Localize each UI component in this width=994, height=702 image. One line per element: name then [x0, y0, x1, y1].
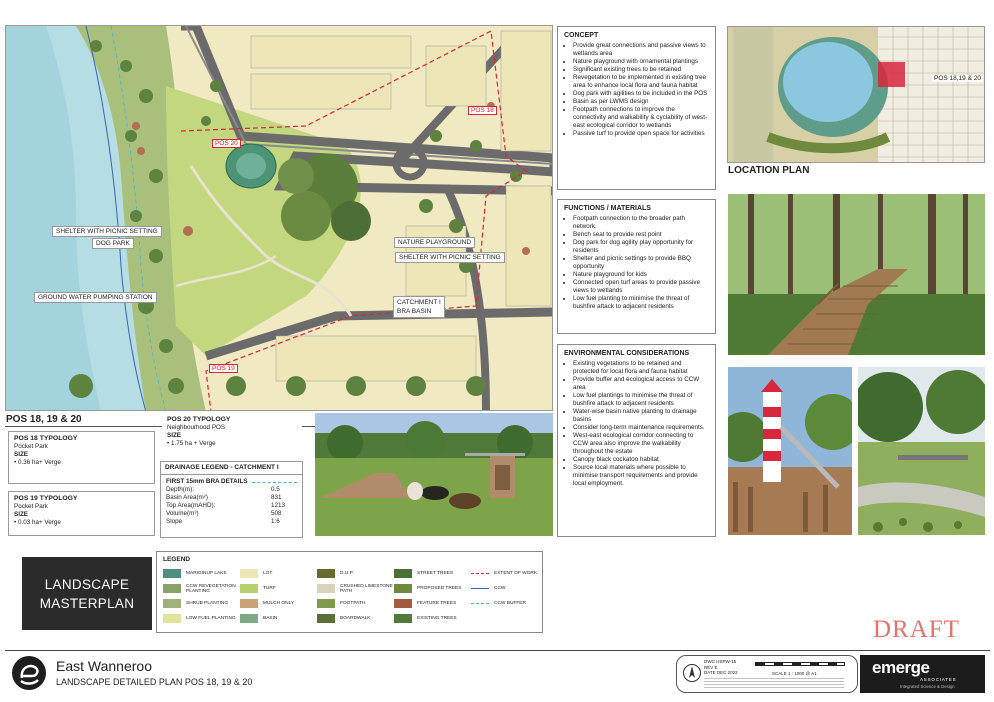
drainage-subtitle: FIRST 15mm BRA DETAILS	[166, 478, 248, 485]
garden-path-photo	[858, 367, 985, 535]
landscape-plan-area	[5, 25, 553, 411]
functions-panel	[557, 199, 716, 334]
legend-label: LOT	[263, 571, 273, 576]
functions-item: • Nature playground for kids	[573, 271, 709, 279]
boardwalk-photo	[728, 194, 985, 355]
revision: REV E	[704, 664, 718, 670]
consultant-tagline: Integrated Science & Design	[900, 684, 955, 689]
catchment-label-line1: CATCHMENT I	[397, 299, 441, 306]
legend-item	[163, 598, 240, 609]
legend-label: CCW	[494, 586, 506, 591]
concept-panel	[557, 26, 716, 190]
drainage-row-value: 1:6	[271, 518, 280, 525]
concept-item: • Significant existing trees to be retained	[573, 66, 709, 74]
pos20-label: POS 20	[212, 139, 241, 148]
legend-label: STREET TREES	[417, 571, 454, 576]
legend-swatch	[163, 569, 181, 578]
legend-item	[240, 598, 317, 609]
environmental-item: • Source local materials where possible to minimise transport requirements and provide local employment.	[573, 464, 709, 488]
pos19-size-text: 0.03 ha+ Verge	[17, 519, 61, 526]
legend-item	[394, 613, 471, 624]
legend-item	[317, 568, 394, 579]
concept-item: • Passive turf to provide open space for activities	[573, 130, 709, 138]
concept-list	[564, 42, 709, 138]
legend-item	[163, 568, 240, 579]
environmental-item: • West-east ecological corridor connecting to CCW area also improve the walkability throughout the estate	[573, 432, 709, 456]
legend-swatch	[317, 569, 335, 578]
concept-item: • Revegetation to be implemented in existing tree area to enhance local flora and fauna habitat	[573, 74, 709, 90]
environmental-list	[564, 360, 709, 488]
legend-item	[471, 568, 548, 579]
legend-item	[317, 613, 394, 624]
drainage-row	[166, 494, 297, 502]
drainage-title: DRAINAGE LEGEND - CATCHMENT I	[161, 462, 302, 475]
pos18-size-label: SIZE	[14, 451, 28, 458]
environmental-item: • Provide buffer and ecological access to CCW area	[573, 376, 709, 392]
pos20-size-label: SIZE	[167, 432, 181, 439]
legend-label: CRUSHED LIMESTONE PATH	[340, 583, 393, 594]
dog-park-photo	[315, 413, 553, 536]
masterplan-line1: LANDSCAPE	[44, 576, 130, 592]
functions-item: • Shelter and picnic settings to provide BBQ opportunity	[573, 255, 709, 271]
dog-park-label: DOG PARK	[92, 238, 134, 249]
drainage-row-value: 1213	[271, 502, 286, 509]
concept-item: • Basin as per LWMS design	[573, 98, 709, 106]
pos19-label: POS 19	[209, 364, 238, 373]
legend-item	[240, 613, 317, 624]
legend-swatch	[240, 584, 258, 593]
legend-panel	[156, 551, 543, 633]
location-marker-label: POS 18,19 & 20	[934, 75, 981, 82]
drainage-row-value: 508	[271, 510, 282, 517]
legend-item	[317, 583, 394, 594]
legend-item	[163, 613, 240, 624]
pos18-typology	[8, 431, 155, 484]
legend-swatch	[394, 569, 412, 578]
masterplan-line2: MASTERPLAN	[39, 595, 135, 611]
legend-swatch	[394, 599, 412, 608]
legend-swatch	[471, 603, 489, 604]
legend-label: LOW FUEL PLANTING	[186, 616, 236, 621]
playground-photo	[728, 367, 852, 535]
concept-item: • Footpath connections to improve the connectivity and walkability & cyclability of west-east ecological corridor to wetlands	[573, 106, 709, 130]
legend-label: EXTENT OF WORK	[494, 571, 538, 576]
scale-bar	[755, 662, 845, 666]
consultant-logo-block	[860, 655, 985, 693]
legend-swatch	[471, 573, 489, 574]
legend-title: LEGEND	[163, 556, 191, 563]
legend-grid	[163, 568, 548, 624]
legend-swatch	[394, 614, 412, 623]
legend-label: CCW BUFFER	[494, 601, 526, 606]
drainage-row-label: Basin Area(m²)	[166, 494, 208, 501]
legend-swatch	[240, 614, 258, 623]
drainage-row-label: Volume(m³)	[166, 510, 199, 517]
drainage-rows	[166, 486, 297, 526]
draft-watermark: DRAFT	[873, 616, 960, 643]
location-plan-map	[727, 26, 985, 163]
pos20-typology-type: Neighbourhood POS	[167, 424, 226, 431]
functions-item: • Dog park for dog agility play opportunity for residents	[573, 239, 709, 255]
drainage-row	[166, 518, 297, 526]
footer-subtitle: LANDSCAPE DETAILED PLAN POS 18, 19 & 20	[56, 677, 253, 687]
shelter-picnic-label-right: SHELTER WITH PICNIC SETTING	[395, 252, 505, 263]
client-logo	[12, 656, 46, 690]
legend-item	[240, 568, 317, 579]
legend-swatch	[240, 599, 258, 608]
pos19-size-value: • 0.03 ha+ Verge	[14, 519, 61, 526]
footer-title: East Wanneroo	[56, 658, 152, 674]
environmental-item: • Low fuel plantings to minimise the threat of bushfire attack to adjacent residents	[573, 392, 709, 408]
legend-label: FEATURE TREES	[417, 601, 457, 606]
legend-label: MULCH ONLY	[263, 601, 295, 606]
legend-swatch	[163, 614, 181, 623]
legend-item	[317, 598, 394, 609]
drainage-legend	[160, 461, 303, 538]
pos20-size-text: 1.75 ha + Verge	[170, 440, 216, 447]
legend-swatch	[317, 614, 335, 623]
drawing-info-block	[676, 655, 858, 693]
pos20-typology	[162, 413, 302, 460]
legend-label: BOARDWALK	[340, 616, 371, 621]
pos18-size-text: 0.36 ha+ Verge	[17, 459, 61, 466]
legend-label: PROPOSED TREES	[417, 586, 462, 591]
drainage-row-value: 831	[271, 494, 282, 501]
functions-item: • Low fuel planting to minimise the threat of bushfire attack to adjacent residents	[573, 295, 709, 311]
functions-list	[564, 215, 709, 311]
legend-item	[163, 583, 240, 594]
concept-title: CONCEPT	[564, 32, 599, 39]
environmental-item: • Existing vegetations to be retained and protected for local flora and fauna habitat	[573, 360, 709, 376]
environmental-item: • Canopy black cockatoo habitat	[573, 456, 709, 464]
functions-item: • Connected open turf areas to provide passive views to wetlands	[573, 279, 709, 295]
landscape-masterplan-block	[22, 557, 152, 630]
legend-label: CCW REVEGETATION PLANTING	[186, 583, 236, 594]
landscape-plan-drawing	[6, 26, 553, 411]
pos20-size-value: • 1.75 ha + Verge	[167, 440, 216, 447]
location-plan-title: LOCATION PLAN	[728, 165, 810, 176]
drainage-row	[166, 510, 297, 518]
functions-item: • Footpath connection to the broader path network.	[573, 215, 709, 231]
legend-swatch	[471, 588, 489, 589]
legend-swatch	[394, 584, 412, 593]
environmental-title: ENVIRONMENTAL CONSIDERATIONS	[564, 350, 690, 357]
catchment-label	[393, 296, 445, 318]
environmental-item: • Water-wise basin native planting to drainage basins	[573, 408, 709, 424]
date: DATE DEC 2022	[704, 670, 738, 676]
legend-item	[240, 583, 317, 594]
drainage-dash-swatch	[252, 482, 297, 483]
legend-label: FOOTPATH	[340, 601, 366, 606]
environmental-panel	[557, 344, 716, 537]
pos20-typology-title: POS 20 TYPOLOGY	[167, 416, 231, 423]
drainage-row-label: Depth(m):	[166, 486, 194, 493]
dwg-number: DWG HSPW-15	[704, 659, 737, 664]
footer-rule	[5, 650, 990, 651]
legend-item	[471, 598, 548, 609]
catchment-label-line2: BRA BASIN	[397, 308, 432, 315]
legend-label: D.U.P	[340, 571, 353, 576]
pos19-size-label: SIZE	[14, 511, 28, 518]
pos19-typology	[8, 491, 155, 536]
legend-swatch	[317, 599, 335, 608]
consultant-brand: emerge	[872, 658, 930, 677]
concept-item: • Dog park with agilities to be included in the POS	[573, 90, 709, 98]
shelter-picnic-label-left: SHELTER WITH PICNIC SETTING	[52, 226, 162, 237]
drainage-row	[166, 502, 297, 510]
plan-title: POS 18, 19 & 20	[6, 414, 82, 425]
pumping-station-label: GROUND WATER PUMPING STATION	[34, 292, 157, 303]
legend-label: BASIN	[263, 616, 278, 621]
drainage-row	[166, 486, 297, 494]
legend-item	[471, 583, 548, 594]
legend-swatch	[317, 584, 335, 593]
pos19-typology-title: POS 19 TYPOLOGY	[14, 495, 78, 502]
drainage-row-value: 0.5	[271, 486, 280, 493]
pos18-typology-title: POS 18 TYPOLOGY	[14, 435, 78, 442]
legend-item	[394, 568, 471, 579]
legend-swatch	[163, 584, 181, 593]
legend-label: EXISTING TREES	[417, 616, 457, 621]
legend-label: MARIGINUP LAKE	[186, 571, 227, 576]
drainage-row-label: Slope	[166, 518, 183, 525]
environmental-item: • Consider long-term maintenance requirements.	[573, 424, 709, 432]
north-arrow-icon	[683, 664, 701, 682]
legend-swatch	[163, 599, 181, 608]
concept-item: • Nature playground with ornamental plantings	[573, 58, 709, 66]
drainage-row-label: Top Area(mAHD):	[166, 502, 216, 509]
concept-item: • Provide great connections and passive views to wetlands area	[573, 42, 709, 58]
pos18-label: POS 18	[468, 106, 497, 115]
pos18-typology-type: Pocket Park	[14, 443, 48, 450]
functions-item: • Bench seat to provide rest point	[573, 231, 709, 239]
legend-item	[394, 598, 471, 609]
legend-label: SHRUB PLANTING	[186, 601, 229, 606]
scale-text: SCALE 1 : 1000 @ A1	[772, 671, 817, 676]
legend-label: TURF	[263, 586, 276, 591]
legend-item	[394, 583, 471, 594]
legend-swatch	[240, 569, 258, 578]
nature-playground-label: NATURE PLAYGROUND	[394, 237, 475, 248]
pos18-size-value: • 0.36 ha+ Verge	[14, 459, 61, 466]
disclaimer-lines	[704, 678, 844, 690]
consultant-brand-sub: ASSOCIATES	[920, 677, 957, 682]
functions-title: FUNCTIONS / MATERIALS	[564, 205, 651, 212]
pos19-typology-type: Pocket Park	[14, 503, 48, 510]
